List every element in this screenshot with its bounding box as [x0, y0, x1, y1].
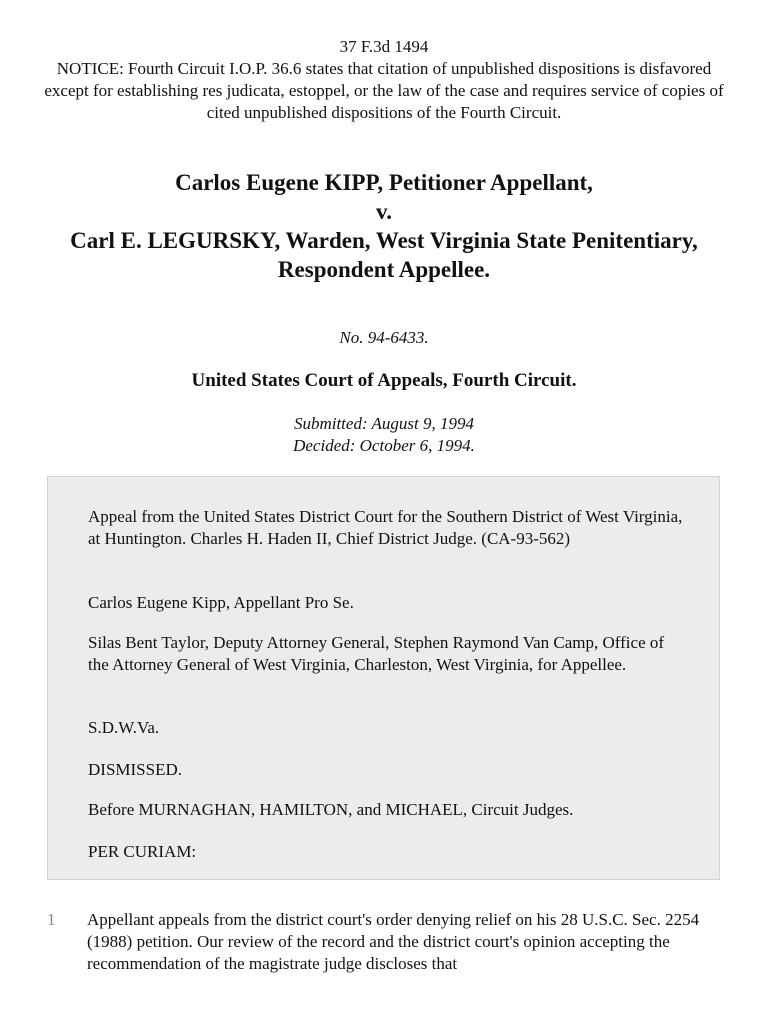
unpublished-notice: NOTICE: Fourth Circuit I.O.P. 36.6 states that citation of unpublished dispositions is disfavored except for establishing res judicata, estoppel, or the law of the case and requires service of copies of cited unpublished dispositions of the Fourth Circuit.	[44, 59, 724, 122]
docket-number: No. 94-6433.	[339, 328, 429, 347]
panel-text: Before MURNAGHAN, HAMILTON, and MICHAEL, Circuit Judges.	[88, 800, 574, 819]
disposition-text: DISMISSED.	[88, 760, 182, 779]
appellant-counsel-text: Carlos Eugene Kipp, Appellant Pro Se.	[88, 593, 354, 612]
versus-label: v.	[376, 199, 392, 224]
petitioner-name: Carlos Eugene KIPP, Petitioner Appellant,	[175, 170, 593, 195]
case-citation: 37 F.3d 1494	[339, 37, 429, 56]
case-caption	[40, 168, 728, 284]
submitted-date: Submitted: August 9, 1994	[293, 414, 475, 433]
respondent-name: Carl E. LEGURSKY, Warden, West Virginia State Penitentiary,	[70, 228, 698, 253]
court-name: United States Court of Appeals, Fourth Circuit.	[191, 370, 577, 391]
decided-date: Decided: October 6, 1994.	[293, 436, 475, 455]
appellee-counsel-text: Silas Bent Taylor, Deputy Attorney General, Stephen Raymond Van Camp, Office of the Attorney General of West Virginia, Charleston, West Virginia, for Appellee.	[88, 633, 665, 674]
case-dates	[40, 413, 728, 457]
appeal-from-text: Appeal from the United States District Court for the Southern District of West Virginia, at Huntington. Charles H. Haden II, Chief District Judge. (CA-93-562)	[88, 507, 683, 548]
per-curiam-text: PER CURIAM:	[88, 842, 197, 861]
paragraph-number: 1	[47, 910, 56, 929]
document-header	[40, 36, 728, 124]
case-info-box	[47, 476, 720, 880]
paragraph-text: Appellant appeals from the district court's order denying relief on his 28 U.S.C. Sec. 2254 (1988) petition. Our review of the record and the district court's opinion accepting the recommendation of the magistrate judge discloses that	[87, 910, 700, 973]
district-text: S.D.W.Va.	[88, 718, 160, 737]
respondent-role: Respondent Appellee.	[277, 257, 491, 282]
